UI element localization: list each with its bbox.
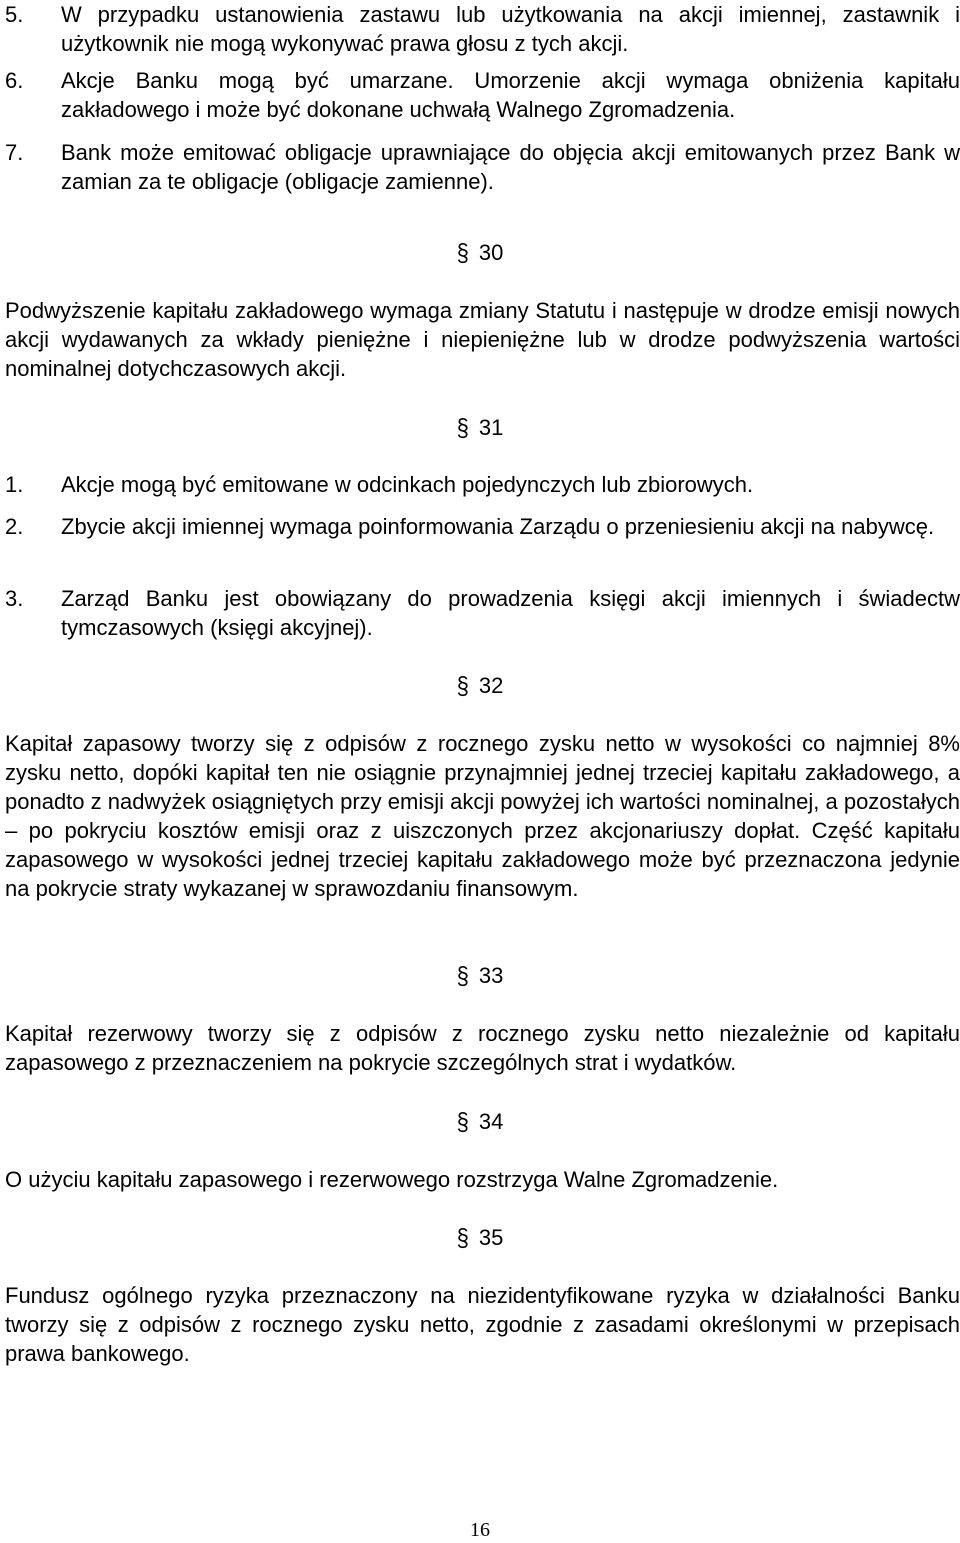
list-item-number: 5. <box>5 2 24 27</box>
list-item-number: 6. <box>5 68 24 93</box>
section-heading-30 <box>0 238 960 267</box>
section-symbol: § <box>456 961 469 990</box>
list-item <box>5 66 960 124</box>
list-item-text: Zarząd Banku jest obowiązany do prowadzenia księgi akcji imiennych i świadectw tymczasowych (księgi akcyjnej). <box>61 586 960 640</box>
section-33-paragraph: Kapitał rezerwowy tworzy się z odpisów z rocznego zysku netto niezależnie od kapitału zapasowego z przeznaczeniem na pokrycie szczególnych strat i wydatków. <box>5 1021 960 1075</box>
section-30-paragraph: Podwyższenie kapitału zakładowego wymaga zmiany Statutu i następuje w drodze emisji nowych akcji wydawanych za wkłady pieniężne i niepieniężne lub w drodze podwyższenia wartości nominalnej dotychczasowych akcji. <box>5 298 960 381</box>
list-item-number: 7. <box>5 140 24 165</box>
section-heading-34 <box>0 1107 960 1136</box>
section-number: 32 <box>478 673 504 698</box>
list-item <box>5 138 960 196</box>
section-number: 35 <box>478 1225 504 1250</box>
section-heading-32 <box>0 671 960 700</box>
list-item-text: Bank może emitować obligacje uprawniające do objęcia akcji emitowanych przez Bank w zamian za te obligacje (obligacje zamienne). <box>61 140 960 194</box>
section-32-paragraph: Kapitał zapasowy tworzy się z odpisów z rocznego zysku netto w wysokości co najmniej 8% zysku netto, dopóki kapitał ten nie osiągnie przynajmniej jednej trzeciej kapitału zakładowego, a ponadto z nadwyżek osiągniętych przy emisji akcji powyżej ich wartości nominalnej, a pozostałych – po pokryciu kosztów emisji oraz z uiszczonych przez akcjonariuszy dopłat. Część kapitału zapasowego w wysokości jednej trzeciej kapitału zakładowego może być przeznaczona jedynie na pokrycie straty wykazanej w sprawozdaniu finansowym. <box>5 731 960 901</box>
page-number: 16 <box>470 1519 490 1541</box>
section-number: 33 <box>478 963 504 988</box>
list-item <box>5 470 960 499</box>
section-symbol: § <box>456 671 469 700</box>
list-item-text: Akcje Banku mogą być umarzane. Umorzenie akcji wymaga obniżenia kapitału zakładowego i może być dokonane uchwałą Walnego Zgromadzenia. <box>61 68 960 122</box>
section-heading-31 <box>0 413 960 442</box>
section-number: 34 <box>478 1109 504 1134</box>
section-number: 31 <box>478 415 504 440</box>
section-symbol: § <box>456 413 469 442</box>
list-item <box>5 512 960 541</box>
section-35-paragraph: Fundusz ogólnego ryzyka przeznaczony na niezidentyfikowane ryzyka w działalności Banku tworzy się z odpisów z rocznego zysku netto, zgodnie z zasadami określonymi w przepisach prawa bankowego. <box>5 1283 960 1366</box>
section-number: 30 <box>478 240 504 265</box>
list-item <box>5 584 960 642</box>
list-item-text: Zbycie akcji imiennej wymaga poinformowania Zarządu o przeniesieniu akcji na nabywcę. <box>61 514 935 539</box>
list-item-number: 1. <box>5 472 24 497</box>
section-heading-35 <box>0 1223 960 1252</box>
list-item-text: Akcje mogą być emitowane w odcinkach pojedynczych lub zbiorowych. <box>61 472 754 497</box>
list-item-text: W przypadku ustanowienia zastawu lub użytkowania na akcji imiennej, zastawnik i użytkownik nie mogą wykonywać prawa głosu z tych akcji. <box>61 2 960 56</box>
section-symbol: § <box>456 238 469 267</box>
list-item-number: 3. <box>5 586 24 611</box>
list-item-number: 2. <box>5 514 24 539</box>
section-heading-33 <box>0 961 960 990</box>
list-item <box>5 0 960 58</box>
section-symbol: § <box>456 1223 469 1252</box>
section-symbol: § <box>456 1107 469 1136</box>
section-34-paragraph: O użyciu kapitału zapasowego i rezerwowego rozstrzyga Walne Zgromadzenie. <box>5 1167 779 1192</box>
